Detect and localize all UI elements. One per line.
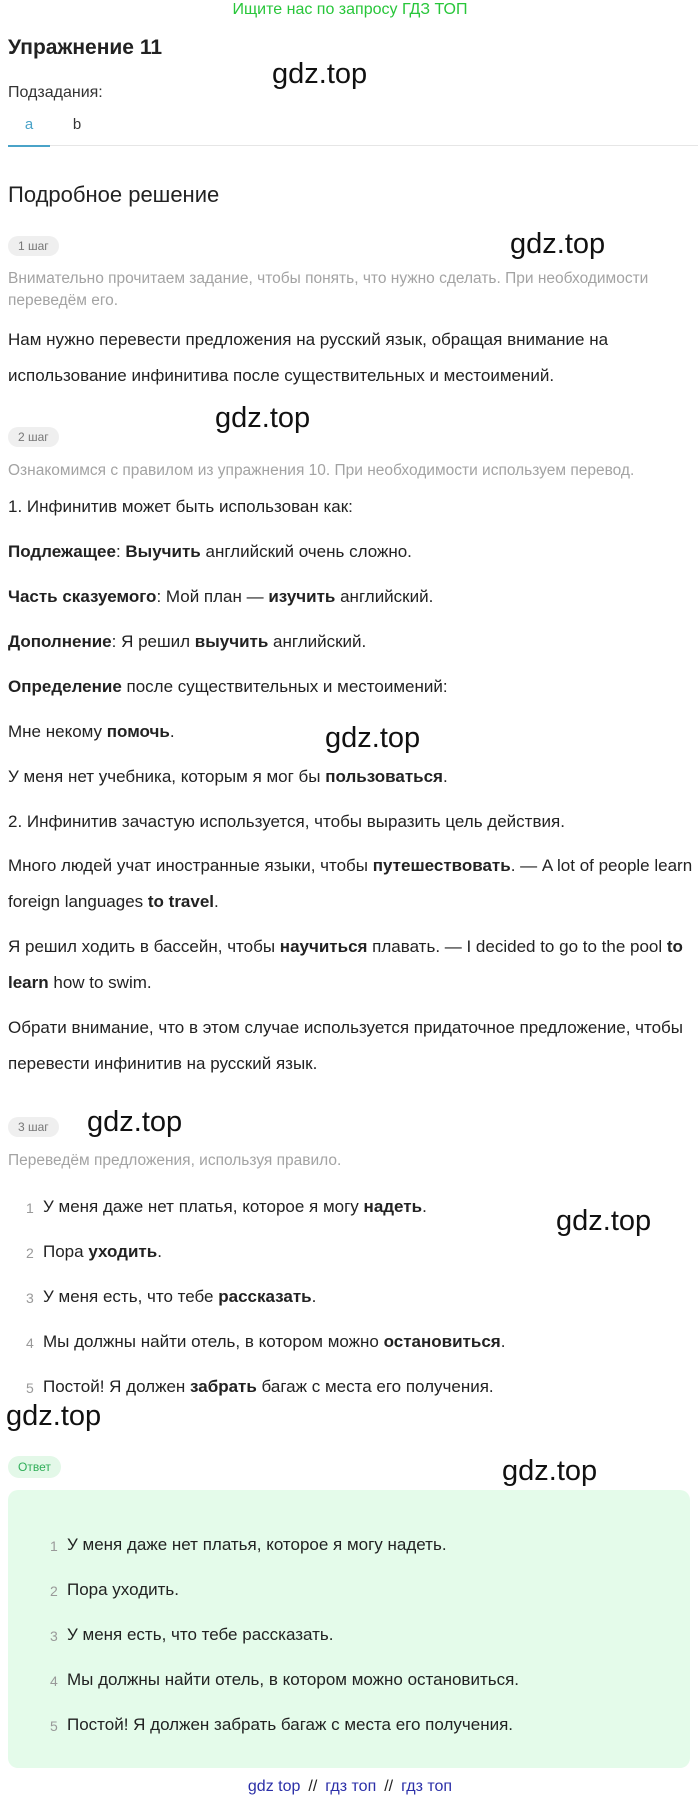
rule-predicate: Часть сказуемого: Мой план — изучить английский.	[8, 587, 434, 606]
page-title: Упражнение 11	[8, 36, 163, 59]
answer-number: 5	[50, 1718, 58, 1734]
step-3-hint: Переведём предложения, используя правило.	[8, 1152, 342, 1169]
rule-1: 1. Инфинитив может быть использован как:	[8, 497, 353, 516]
answer-number: 3	[50, 1628, 58, 1644]
rule-object: Дополнение: Я решил выучить английский.	[8, 632, 367, 651]
rule-subject: Подлежащее: Выучить английский очень сложно.	[8, 542, 412, 561]
list-item: Пора уходить.	[43, 1242, 162, 1261]
footer-link-gdz-top[interactable]: gdz top	[247, 1778, 301, 1795]
footer-link-gdz-top-ru-2[interactable]: гдз топ	[401, 1778, 453, 1795]
step-1-badge: 1 шаг	[8, 236, 59, 256]
subtasks-label: Подзадания:	[8, 84, 103, 101]
example-2: У меня нет учебника, которым я мог бы пользоваться.	[8, 767, 448, 786]
tab-b[interactable]: b	[72, 116, 82, 133]
rule-attribute: Определение после существительных и местоимений:	[8, 677, 448, 696]
step-3-badge: 3 шаг	[8, 1117, 59, 1137]
step-1-text: Нам нужно перевести предложения на русский язык, обращая внимание на использование инфинитива после существительных и местоимений.	[8, 330, 609, 385]
list-item: Мы должны найти отель, в котором можно остановиться.	[43, 1332, 506, 1351]
answer-item: Постой! Я должен забрать багаж с места его получения.	[67, 1715, 514, 1734]
list-item: У меня есть, что тебе рассказать.	[43, 1287, 317, 1306]
step-2-hint: Ознакомимся с правилом из упражнения 10. При необходимости используем перевод.	[8, 462, 635, 479]
active-tab-underline	[8, 145, 50, 147]
watermark: gdz.top	[510, 228, 606, 260]
watermark: gdz.top	[215, 402, 311, 434]
watermark: gdz.top	[272, 58, 368, 90]
footer-link-gdz-top-ru[interactable]: гдз топ	[325, 1778, 377, 1795]
watermark: gdz.top	[502, 1455, 598, 1487]
footer-separator: //	[308, 1778, 318, 1795]
answer-item: У меня есть, что тебе рассказать.	[67, 1625, 334, 1644]
footer-links	[0, 1778, 700, 1796]
example-4: Я решил ходить в бассейн, чтобы научиться плавать. — I decided to go to the pool to learn how to swim.	[8, 937, 683, 992]
watermark: gdz.top	[325, 722, 421, 754]
list-number: 4	[26, 1335, 34, 1351]
list-item: У меня даже нет платья, которое я могу надеть.	[43, 1197, 427, 1216]
rule-2: 2. Инфинитив зачастую используется, чтобы выразить цель действия.	[8, 812, 565, 831]
list-number: 5	[26, 1380, 34, 1396]
search-banner: Ищите нас по запросу ГДЗ ТОП	[232, 1, 468, 18]
answer-item: Пора уходить.	[67, 1580, 179, 1599]
step-2-badge: 2 шаг	[8, 427, 59, 447]
footer-separator: //	[384, 1778, 394, 1795]
answer-number: 1	[50, 1538, 58, 1554]
answer-number: 4	[50, 1673, 58, 1689]
watermark: gdz.top	[6, 1400, 102, 1432]
section-title: Подробное решение	[8, 182, 220, 207]
watermark: gdz.top	[556, 1205, 652, 1237]
answer-number: 2	[50, 1583, 58, 1599]
answer-item: Мы должны найти отель, в котором можно остановиться.	[67, 1670, 520, 1689]
watermark: gdz.top	[87, 1106, 183, 1138]
step-2-note: Обрати внимание, что в этом случае используется придаточное предложение, чтобы перевести инфинитив на русский язык.	[8, 1018, 684, 1073]
example-1: Мне некому помочь.	[8, 722, 175, 741]
list-number: 3	[26, 1290, 34, 1306]
answer-item: У меня даже нет платья, которое я могу надеть.	[67, 1535, 447, 1554]
example-3: Много людей учат иностранные языки, чтобы путешествовать. — A lot of people learn foreign languages to travel.	[8, 856, 693, 911]
tab-a[interactable]: a	[24, 116, 34, 133]
answer-badge: Ответ	[8, 1456, 61, 1478]
list-item: Постой! Я должен забрать багаж с места его получения.	[43, 1377, 494, 1396]
list-number: 2	[26, 1245, 34, 1261]
step-1-hint: Внимательно прочитаем задание, чтобы понять, что нужно сделать. При необходимости переведём его.	[8, 270, 649, 309]
tabs-divider	[8, 145, 698, 146]
list-number: 1	[26, 1200, 34, 1216]
